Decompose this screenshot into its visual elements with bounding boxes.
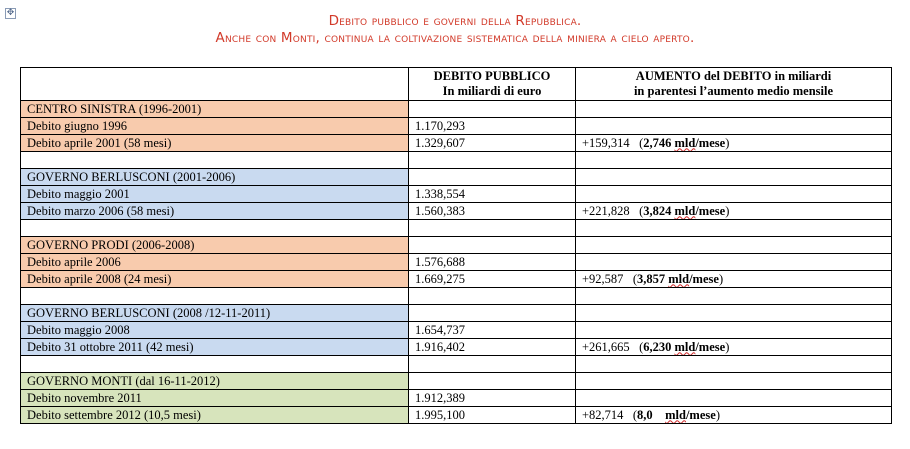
- monthly-value: 6,230: [643, 339, 672, 354]
- group-name: GOVERNO MONTI (dal 16-11-2012): [21, 373, 409, 390]
- blank-cell: [409, 152, 576, 169]
- table-row: [21, 118, 892, 135]
- table-row: [21, 203, 892, 220]
- group-header-row: [21, 373, 892, 390]
- row-increase: +261,665 (6,230 mld/mese): [576, 339, 892, 356]
- blank-cell: [21, 356, 409, 373]
- blank-cell: [409, 220, 576, 237]
- unit-label: mld/mese: [674, 203, 726, 218]
- row-label: Debito 31 ottobre 2011 (42 mesi): [21, 339, 409, 356]
- separator-row: [21, 220, 892, 237]
- increase-value: +159,314: [582, 135, 630, 150]
- row-label: Debito novembre 2011: [21, 390, 409, 407]
- row-label: Debito maggio 2008: [21, 322, 409, 339]
- row-debt: 1.576,688: [409, 254, 576, 271]
- group-name: GOVERNO BERLUSCONI (2001-2006): [21, 169, 409, 186]
- row-debt: 1.669,275: [409, 271, 576, 288]
- header-increase-title: AUMENTO del DEBITO in miliardi: [635, 69, 832, 83]
- row-debt: 1.560,383: [409, 203, 576, 220]
- table-row: [21, 390, 892, 407]
- table-row: [21, 407, 892, 424]
- group-increase-empty: [576, 169, 892, 186]
- group-increase-empty: [576, 305, 892, 322]
- header-cell-increase: [576, 68, 892, 101]
- increase-value: +92,587: [582, 271, 624, 286]
- group-debt-empty: [409, 237, 576, 254]
- blank-cell: [21, 288, 409, 305]
- monthly-value: 2,746: [643, 135, 672, 150]
- page-subtitle: Anche con Monti, continua la coltivazione sistematica della miniera a cielo aperto.: [215, 30, 695, 46]
- blank-cell: [21, 220, 409, 237]
- header-debt-subtitle: In miliardi di euro: [442, 84, 542, 98]
- blank-cell: [409, 288, 576, 305]
- group-name: CENTRO SINISTRA (1996-2001): [21, 101, 409, 118]
- unit-label: mld/mese: [674, 135, 726, 150]
- table-row: [21, 186, 892, 203]
- blank-cell: [576, 220, 892, 237]
- row-debt: 1.338,554: [409, 186, 576, 203]
- separator-row: [21, 288, 892, 305]
- row-label: Debito marzo 2006 (58 mesi): [21, 203, 409, 220]
- unit-label: mld/mese: [674, 339, 726, 354]
- separator-row: [21, 356, 892, 373]
- blank-cell: [576, 152, 892, 169]
- blank-cell: [576, 288, 892, 305]
- header-cell-debt: [409, 68, 576, 101]
- row-increase: +82,714 (8,0 mld/mese): [576, 407, 892, 424]
- table-row: [21, 339, 892, 356]
- row-label: Debito aprile 2006: [21, 254, 409, 271]
- blank-cell: [576, 356, 892, 373]
- increase-value: +221,828: [582, 203, 630, 218]
- group-name: GOVERNO PRODI (2006-2008): [21, 237, 409, 254]
- row-increase: [576, 390, 892, 407]
- move-anchor-icon[interactable]: ✥: [6, 8, 15, 18]
- group-increase-empty: [576, 373, 892, 390]
- group-debt-empty: [409, 101, 576, 118]
- group-header-row: [21, 101, 892, 118]
- group-header-row: [21, 169, 892, 186]
- group-debt-empty: [409, 373, 576, 390]
- row-debt: 1.329,607: [409, 135, 576, 152]
- row-increase: [576, 322, 892, 339]
- monthly-value: 8,0: [636, 407, 653, 422]
- row-debt: 1.916,402: [409, 339, 576, 356]
- group-increase-empty: [576, 237, 892, 254]
- row-debt: 1.912,389: [409, 390, 576, 407]
- group-debt-empty: [409, 169, 576, 186]
- separator-row: [21, 152, 892, 169]
- debt-table: [20, 67, 892, 424]
- monthly-value: 3,824: [643, 203, 672, 218]
- table-row: [21, 322, 892, 339]
- blank-cell: [21, 152, 409, 169]
- group-header-row: [21, 237, 892, 254]
- unit-label: mld/mese: [668, 271, 719, 286]
- increase-value: +82,714: [582, 407, 624, 422]
- row-debt: 1.654,737: [409, 322, 576, 339]
- table-row: [21, 135, 892, 152]
- header-cell-empty: [21, 68, 409, 101]
- increase-value: +261,665: [582, 339, 630, 354]
- row-increase: +159,314 (2,746 mld/mese): [576, 135, 892, 152]
- table-header-row: [21, 68, 892, 101]
- header-increase-subtitle: in parentesi l’aumento medio mensile: [633, 84, 834, 98]
- blank-cell: [409, 356, 576, 373]
- monthly-value: 3,857: [636, 271, 666, 286]
- row-debt: 1.995,100: [409, 407, 576, 424]
- group-header-row: [21, 305, 892, 322]
- group-debt-empty: [409, 305, 576, 322]
- unit-label: mld/mese: [665, 407, 716, 422]
- row-label: Debito aprile 2008 (24 mesi): [21, 271, 409, 288]
- row-increase: [576, 254, 892, 271]
- header-debt-title: DEBITO PUBBLICO: [433, 69, 551, 83]
- page-title: Debito pubblico e governi della Repubblica.: [328, 13, 582, 29]
- row-debt: 1.170,293: [409, 118, 576, 135]
- row-increase: [576, 118, 892, 135]
- group-increase-empty: [576, 101, 892, 118]
- row-increase: +221,828 (3,824 mld/mese): [576, 203, 892, 220]
- row-increase: [576, 186, 892, 203]
- row-label: Debito giugno 1996: [21, 118, 409, 135]
- group-name: GOVERNO BERLUSCONI (2008 /12-11-2011): [21, 305, 409, 322]
- table-row: [21, 271, 892, 288]
- row-label: Debito aprile 2001 (58 mesi): [21, 135, 409, 152]
- row-increase: +92,587 (3,857 mld/mese): [576, 271, 892, 288]
- table-row: [21, 254, 892, 271]
- row-label: Debito maggio 2001: [21, 186, 409, 203]
- row-label: Debito settembre 2012 (10,5 mesi): [21, 407, 409, 424]
